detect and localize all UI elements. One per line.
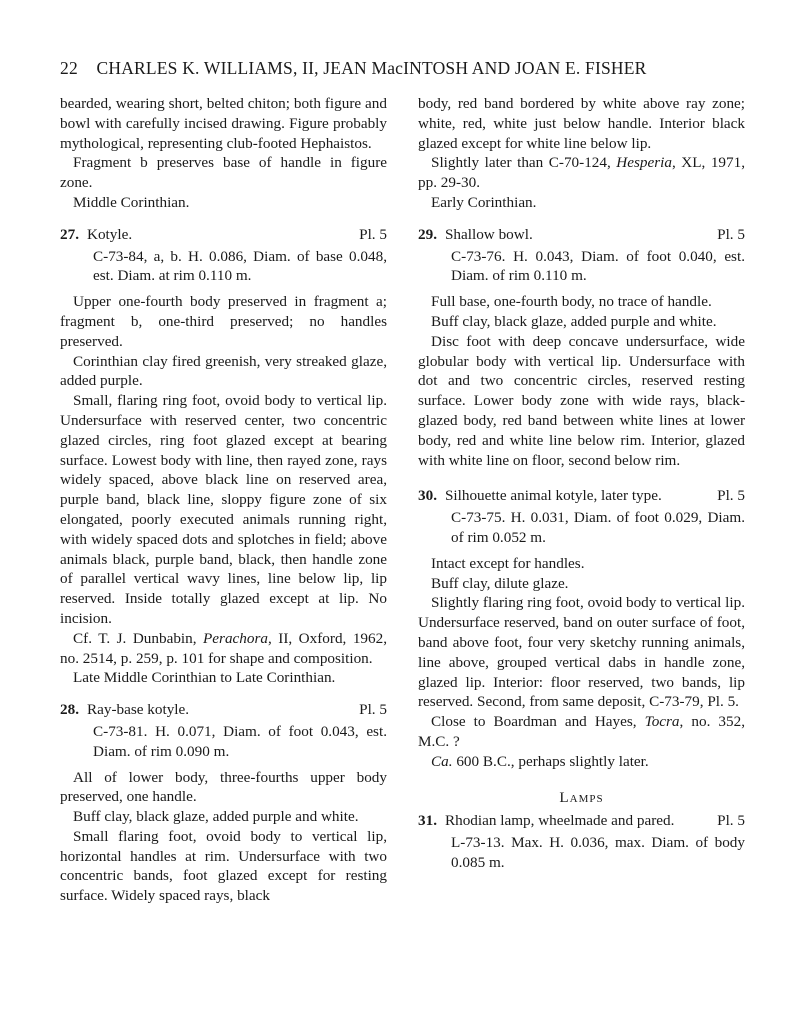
citation-paragraph: Cf. T. J. Dunbabin, Perachora, II, Oxford, 1962, no. 2514, p. 259, p. 101 for shape and composition. [60,629,387,667]
page-number: 22 [60,58,78,78]
paragraph: Buff clay, dilute glaze. [431,574,569,592]
paragraph: Buff clay, black glaze, added purple and white. [73,808,359,826]
inventory-ref: C-73-76. H. 0.043, Diam. of foot 0.040, est. Diam. of rim 0.110 m. [451,247,745,285]
paragraph: Small, flaring ring foot, ovoid body to vertical lip. Undersurface with reserved center, two concentric glazed circles, ring foot glazed except at bearing surface. Lowest body with line, then rayed zone, rays widely spaced, above black line on reserved area, purple band, black line, sloppy figure zone of six elongated, poorly executed animals running right, with widely spaced dots and splotches in field; above animals black, purple band, black, then handle zone of parallel vertical wavy lines, line below lip, lip reserved. Inside totally glazed except at lip. No incision. [60,392,387,627]
continued-paragraph: body, red band bordered by white above ray zone; white, red, white just below handle. Interior black glazed except for white line below lip. [418,95,745,152]
entry-title: Silhouette animal kotyle, later type. [444,487,662,505]
paragraph: Early Corinthian. [431,193,537,211]
paragraph: Disc foot with deep concave undersurface, wide globular body with vertical lip. Undersurface with dot and two concentric circles, reserved resting surface. Lower body zone with wide rays, black-glazed body, red band between white lines at lower body, red and white line below rim. Interior, glazed with white line on floor, second below rim. [418,332,745,469]
running-header [60,58,750,79]
entry-number: 31. [418,812,437,830]
header-authors: CHARLES K. WILLIAMS, II, JEAN MacINTOSH AND JOAN E. FISHER [96,58,647,78]
paragraph: Middle Corinthian. [73,193,190,211]
continued-paragraph: bearded, wearing short, belted chiton; both figure and bowl with carefully incised drawing. Figure probably mythological, representing club-footed Hephaistos. [60,95,387,152]
catalog-entry-31-heading [418,811,745,831]
paragraph: Corinthian clay fired greenish, very streaked glaze, added purple. [60,352,387,390]
right-column [418,94,745,879]
italic-title: Perachora [203,629,268,647]
italic-title: Hesperia [616,154,672,172]
catalog-entry-28-heading [60,700,387,720]
catalog-entry-29-heading [418,225,745,245]
plate-ref: Pl. 5 [717,487,745,505]
inventory-ref: C-73-84, a, b. H. 0.086, Diam. of base 0.048, est. Diam. at rim 0.110 m. [93,247,387,285]
left-column [60,94,387,906]
paragraph: Buff clay, black glaze, added purple and white. [431,312,717,330]
citation-paragraph: Close to Boardman and Hayes, Tocra, no. 352, M.C. ? [418,713,746,750]
paragraph: All of lower body, three-fourths upper body preserved, one handle. [60,768,387,806]
section-heading: Lamps [559,788,604,806]
inventory-ref: L-73-13. Max. H. 0.036, max. Diam. of body 0.085 m. [451,834,745,871]
date-paragraph: Ca. 600 B.C., perhaps slightly later. [431,752,649,770]
entry-number: 28. [60,701,79,719]
plate-ref: Pl. 5 [359,225,387,243]
entry-number: 29. [418,225,437,243]
paragraph: Upper one-fourth body preserved in fragment a; fragment b, one-third preserved; no handles preserved. [60,293,387,350]
paragraph: Slightly flaring ring foot, ovoid body to vertical lip. Undersurface reserved, band on outer surface of foot, band above foot, four very sketchy running animals, line above, grouped vertical dabs in handle zone, glazed lip. Interior: floor reserved, two bands, lip reserved. Second, from same deposit, C-73-79, Pl. 5. [418,594,745,711]
inventory-ref: C-73-75. H. 0.031, Diam. of foot 0.029, Diam. of rim 0.052 m. [451,509,745,546]
paragraph: Small flaring foot, ovoid body to vertical lip, horizontal handles at rim. Undersurface with two concentric bands, foot glazed except for resting surface. Widely spaced rays, black [60,827,387,905]
entry-title: Shallow bowl. [444,225,533,243]
paragraph: Intact except for handles. [431,554,585,572]
entry-title: Rhodian lamp, wheelmade and pared. [444,812,675,830]
catalog-entry-30-heading [418,486,745,506]
citation-paragraph: Slightly later than C-70-124, Hesperia, XL, 1971, pp. 29-30. [418,154,745,192]
paragraph: Late Middle Corinthian to Late Corinthian. [73,669,336,687]
catalog-entry-27-heading [60,225,387,245]
plate-ref: Pl. 5 [717,225,745,243]
entry-title: Kotyle. [86,225,133,243]
plate-ref: Pl. 5 [717,812,745,830]
plate-ref: Pl. 5 [359,701,387,719]
paragraph: Full base, one-fourth body, no trace of handle. [431,293,712,311]
entry-number: 27. [60,225,79,243]
italic-abbrev: Ca. [431,752,453,770]
paragraph: Fragment b preserves base of handle in figure zone. [60,154,387,192]
italic-title: Tocra [644,713,680,731]
inventory-ref: C-73-81. H. 0.071, Diam. of foot 0.043, est. Diam. of rim 0.090 m. [93,722,387,760]
entry-title: Ray-base kotyle. [86,701,190,719]
entry-number: 30. [418,487,437,505]
